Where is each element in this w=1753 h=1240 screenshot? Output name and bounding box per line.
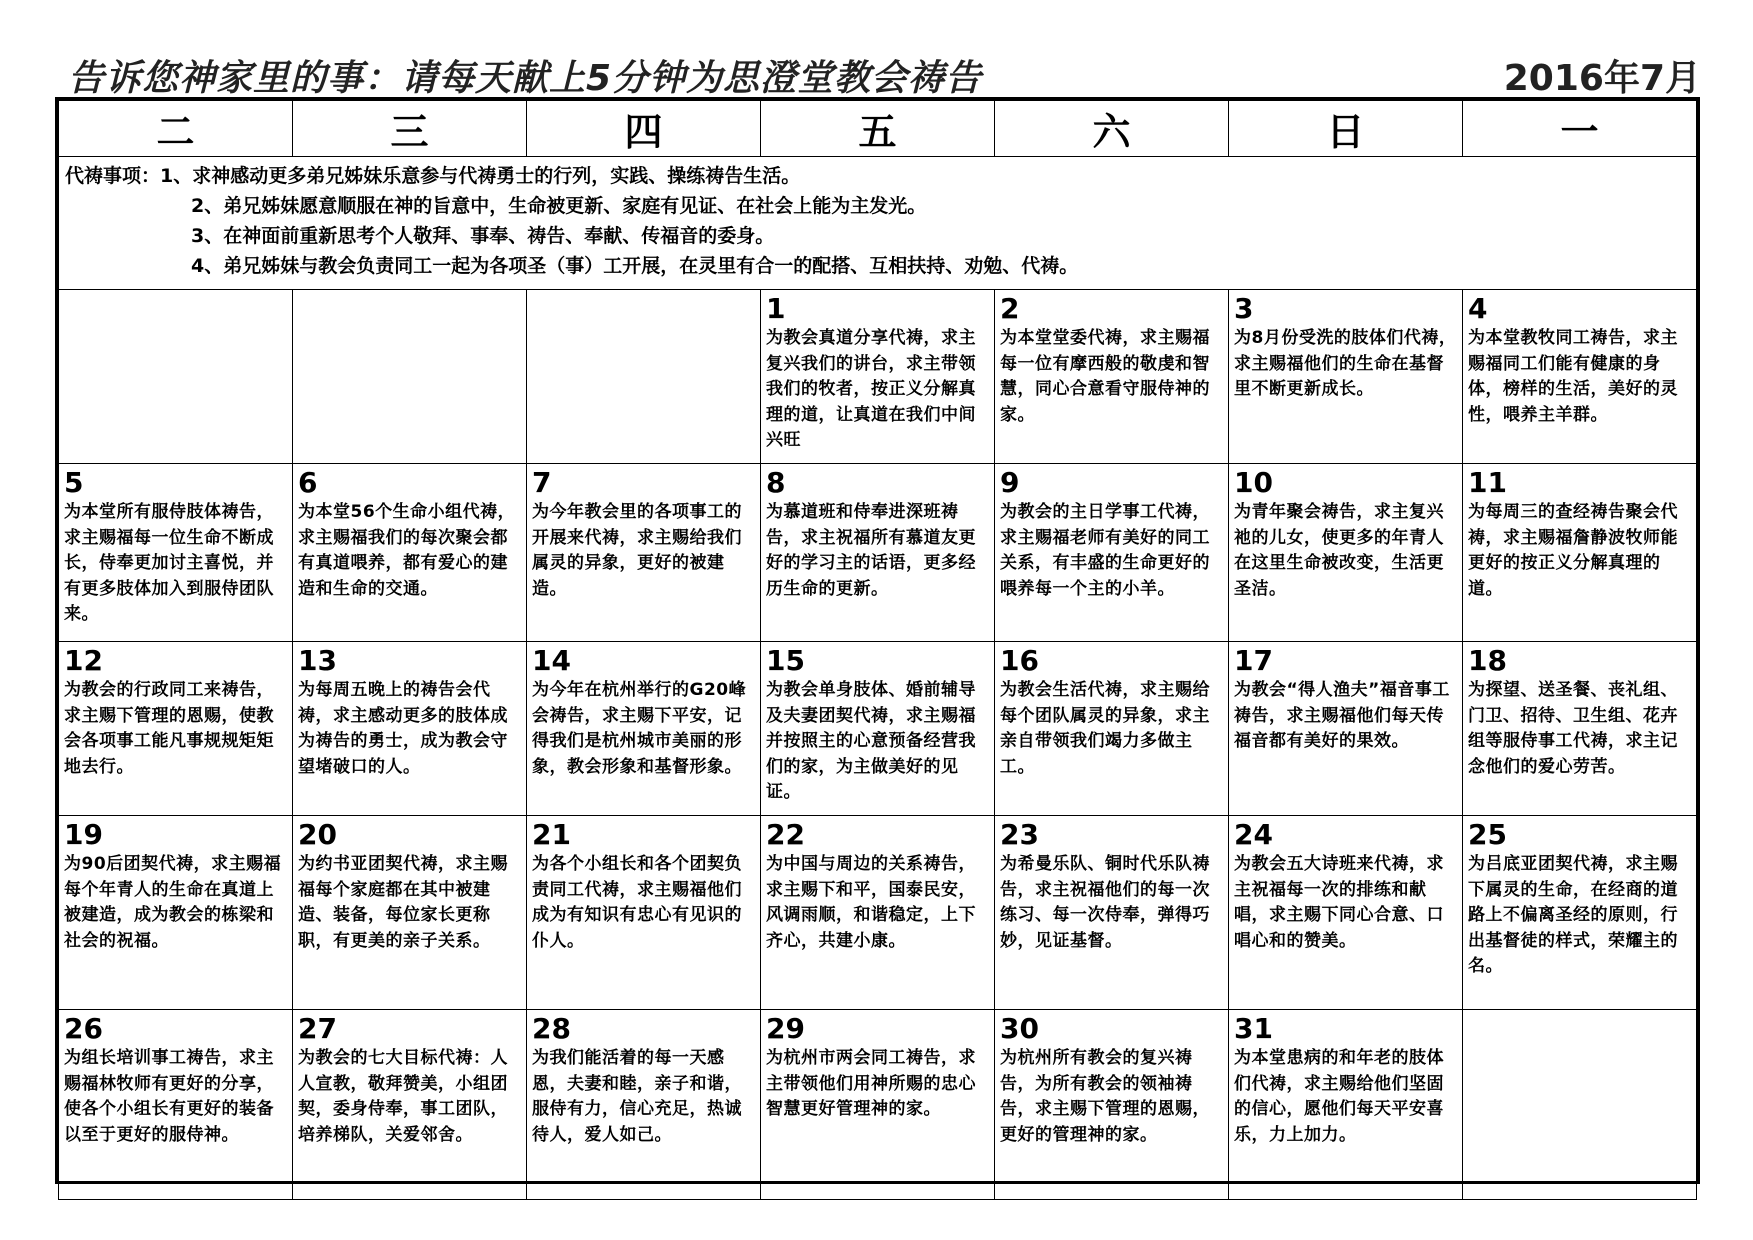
- day-number: 10: [1234, 466, 1273, 499]
- day-prayer: 为每周三的查经祷告聚会代祷，求主赐福詹静波牧师能更好的按正义分解真理的道。: [1468, 502, 1678, 599]
- day-prayer: 为本堂堂委代祷，求主赐福每一位有摩西般的敬虔和智慧，同心合意看守服侍神的家。: [1000, 328, 1210, 425]
- day-cell: [761, 290, 995, 464]
- day-number: 27: [298, 1012, 337, 1045]
- weekday-wed: 三: [293, 101, 527, 157]
- day-number: 3: [1234, 292, 1254, 325]
- day-cell: [59, 464, 293, 642]
- week-row-2: [59, 464, 1697, 642]
- weekday-sat: 六: [995, 101, 1229, 157]
- day-cell: [59, 1010, 293, 1200]
- prayer-item-2: 2、弟兄姊妹愿意顺服在神的旨意中，生命被更新、家庭有见证、在社会上能为主发光。: [191, 195, 927, 217]
- day-number: 6: [298, 466, 318, 499]
- day-number: 22: [766, 818, 805, 851]
- day-prayer: 为本堂56个生命小组代祷，求主赐福我们的每次聚会都有真道喂养，都有爱心的建造和生命的交通。: [298, 502, 516, 599]
- prayer-calendar: [55, 97, 1700, 1184]
- day-prayer: 为约书亚团契代祷，求主赐福每个家庭都在其中被建造、装备，每位家长更称职，有更美的亲子关系。: [298, 854, 508, 951]
- day-number: 7: [532, 466, 552, 499]
- day-prayer: 为希曼乐队、铜时代乐队祷告，求主祝福他们的每一次练习、每一次侍奉，弹得巧妙，见证基督。: [1000, 854, 1210, 951]
- week-row-1: [59, 290, 1697, 464]
- day-number: 13: [298, 644, 337, 677]
- day-cell: [995, 816, 1229, 1010]
- day-cell: [527, 1010, 761, 1200]
- day-cell: [1463, 464, 1697, 642]
- day-number: 11: [1468, 466, 1507, 499]
- day-cell: [527, 464, 761, 642]
- day-prayer: 为教会单身肢体、婚前辅导及夫妻团契代祷，求主赐福并按照主的心意预备经营我们的家，为主做美好的见证。: [766, 680, 976, 802]
- day-prayer: 为我们能活着的每一天感恩，夫妻和睦，亲子和谐，服侍有力，信心充足，热诚待人，爱人如己。: [532, 1048, 742, 1145]
- day-cell: [995, 1010, 1229, 1200]
- day-cell: [761, 642, 995, 816]
- day-cell: [995, 290, 1229, 464]
- day-cell: [527, 642, 761, 816]
- day-prayer: 为90后团契代祷，求主赐福每个年青人的生命在真道上被建造，成为教会的栋梁和社会的祝福。: [64, 854, 282, 951]
- calendar-month: 2016年7月: [1503, 58, 1701, 99]
- day-cell: [59, 816, 293, 1010]
- day-cell: [59, 642, 293, 816]
- day-cell: [1463, 816, 1697, 1010]
- day-prayer: 为慕道班和侍奉进深班祷告，求主祝福所有慕道友更好的学习主的话语，更多经历生命的更新。: [766, 502, 976, 599]
- day-number: 28: [532, 1012, 571, 1045]
- week-row-3: [59, 642, 1697, 816]
- day-prayer: 为8月份受洗的肢体们代祷，求主赐福他们的生命在基督里不断更新成长。: [1234, 328, 1457, 399]
- day-prayer: 为探望、送圣餐、丧礼组、门卫、招待、卫生组、花卉组等服侍事工代祷，求主记念他们的爱心劳苦。: [1468, 680, 1678, 777]
- day-cell: [1229, 290, 1463, 464]
- prayer-items: [59, 157, 1697, 290]
- day-number: [298, 294, 522, 326]
- day-cell: [995, 464, 1229, 642]
- day-prayer: 为吕底亚团契代祷，求主赐下属灵的生命，在经商的道路上不偏离圣经的原则，行出基督徒的样式，荣耀主的名。: [1468, 854, 1678, 976]
- day-number: 30: [1000, 1012, 1039, 1045]
- day-prayer: 为杭州所有教会的复兴祷告，为所有教会的领袖祷告，求主赐下管理的恩赐，更好的管理神的家。: [1000, 1048, 1210, 1145]
- day-number: 14: [532, 644, 571, 677]
- day-number: 8: [766, 466, 786, 499]
- weekday-mon: 一: [1463, 101, 1697, 157]
- day-number: 1: [766, 292, 786, 325]
- weekday-thu: 四: [527, 101, 761, 157]
- day-prayer: 为今年在杭州举行的G20峰会祷告，求主赐下平安，记得我们是杭州城市美丽的形象，教会形象和基督形象。: [532, 680, 747, 777]
- day-number: 29: [766, 1012, 805, 1045]
- day-cell: [293, 1010, 527, 1200]
- day-prayer: 为杭州市两会同工祷告，求主带领他们用神所赐的忠心智慧更好管理神的家。: [766, 1048, 976, 1119]
- day-cell: [995, 642, 1229, 816]
- day-prayer: 为本堂所有服侍肢体祷告，求主赐福每一位生命不断成长，侍奉更加讨主喜悦，并有更多肢体加入到服侍团队来。: [64, 502, 274, 624]
- day-number: 24: [1234, 818, 1273, 851]
- week-row-4: [59, 816, 1697, 1010]
- day-number: 26: [64, 1012, 103, 1045]
- day-prayer: 为青年聚会祷告，求主复兴祂的儿女，使更多的年青人在这里生命被改变，生活更圣洁。: [1234, 502, 1444, 599]
- day-cell: [527, 290, 761, 464]
- day-number: 2: [1000, 292, 1020, 325]
- weekday-header-row: [59, 101, 1697, 157]
- calendar-title: 告诉您神家里的事：请每天献上5分钟为思澄堂教会祷告: [68, 58, 983, 99]
- prayer-item-1: 代祷事项：1、求神感动更多弟兄姊妹乐意参与代祷勇士的行列，实践、操练祷告生活。: [65, 165, 801, 187]
- day-number: 12: [64, 644, 103, 677]
- prayer-item-4: 4、弟兄姊妹与教会负责同工一起为各项圣（事）工开展，在灵里有合一的配搭、互相扶持、劝勉、代祷。: [191, 255, 1079, 277]
- day-prayer: 为中国与周边的关系祷告，求主赐下和平，国泰民安，风调雨顺，和谐稳定，上下齐心，共建小康。: [766, 854, 976, 951]
- day-number: [1468, 1014, 1692, 1046]
- day-number: 4: [1468, 292, 1488, 325]
- day-prayer: 为教会五大诗班来代祷，求主祝福每一次的排练和献唱，求主赐下同心合意、口唱心和的赞美。: [1234, 854, 1444, 951]
- day-cell: [761, 816, 995, 1010]
- day-prayer: 为本堂教牧同工祷告，求主赐福同工们能有健康的身体，榜样的生活，美好的灵性，喂养主羊群。: [1468, 328, 1678, 425]
- day-cell: [1463, 290, 1697, 464]
- day-prayer: 为教会的行政同工来祷告，求主赐下管理的恩赐，使教会各项事工能凡事规规矩矩地去行。: [64, 680, 274, 777]
- day-cell: [1463, 642, 1697, 816]
- day-cell: [59, 290, 293, 464]
- day-number: 5: [64, 466, 84, 499]
- week-row-5: [59, 1010, 1697, 1200]
- day-cell: [1229, 642, 1463, 816]
- prayer-item-3: 3、在神面前重新思考个人敬拜、事奉、祷告、奉献、传福音的委身。: [191, 225, 775, 247]
- weekday-tue: 二: [59, 101, 293, 157]
- day-cell: [1229, 464, 1463, 642]
- day-cell: [293, 464, 527, 642]
- day-cell: [527, 816, 761, 1010]
- day-number: 23: [1000, 818, 1039, 851]
- day-number: [64, 294, 288, 326]
- day-prayer: 为每周五晚上的祷告会代祷，求主感动更多的肢体成为祷告的勇士，成为教会守望堵破口的人。: [298, 680, 508, 777]
- day-cell: [293, 816, 527, 1010]
- day-number: 31: [1234, 1012, 1273, 1045]
- day-number: 21: [532, 818, 571, 851]
- day-prayer: 为今年教会里的各项事工的开展来代祷，求主赐给我们属灵的异象，更好的被建造。: [532, 502, 742, 599]
- day-cell: [293, 290, 527, 464]
- day-prayer: 为教会真道分享代祷，求主复兴我们的讲台，求主带领我们的牧者，按正义分解真理的道，让真道在我们中间兴旺: [766, 328, 976, 450]
- day-cell: [1229, 816, 1463, 1010]
- day-prayer: 为教会生活代祷，求主赐给每个团队属灵的异象，求主亲自带领我们竭力多做主工。: [1000, 680, 1210, 777]
- day-cell: [293, 642, 527, 816]
- day-number: 25: [1468, 818, 1507, 851]
- day-prayer: 为教会的七大目标代祷：人人宣教，敬拜赞美，小组团契，委身侍奉，事工团队，培养梯队，关爱邻舍。: [298, 1048, 508, 1145]
- day-prayer: 为本堂患病的和年老的肢体们代祷，求主赐给他们坚固的信心，愿他们每天平安喜乐，力上加力。: [1234, 1048, 1444, 1145]
- day-prayer: 为教会“得人渔夫”福音事工祷告，求主赐福他们每天传福音都有美好的果效。: [1234, 680, 1450, 751]
- day-cell: [1229, 1010, 1463, 1200]
- day-cell: [761, 464, 995, 642]
- day-number: 16: [1000, 644, 1039, 677]
- day-number: [532, 294, 756, 326]
- day-number: 15: [766, 644, 805, 677]
- day-number: 19: [64, 818, 103, 851]
- day-prayer: 为教会的主日学事工代祷，求主赐福老师有美好的同工关系，有丰盛的生命更好的喂养每一个主的小羊。: [1000, 502, 1210, 599]
- prayer-items-row: [59, 157, 1697, 290]
- weekday-fri: 五: [761, 101, 995, 157]
- day-cell: [1463, 1010, 1697, 1200]
- day-number: 20: [298, 818, 337, 851]
- weekday-sun: 日: [1229, 101, 1463, 157]
- day-prayer: 为组长培训事工祷告，求主赐福林牧师有更好的分享，使各个小组长有更好的装备以至于更好的服侍神。: [64, 1048, 274, 1145]
- day-number: 17: [1234, 644, 1273, 677]
- day-number: 18: [1468, 644, 1507, 677]
- day-prayer: 为各个小组长和各个团契负责同工代祷，求主赐福他们成为有知识有忠心有见识的仆人。: [532, 854, 742, 951]
- calendar-table: [58, 100, 1697, 1200]
- day-number: 9: [1000, 466, 1020, 499]
- day-cell: [761, 1010, 995, 1200]
